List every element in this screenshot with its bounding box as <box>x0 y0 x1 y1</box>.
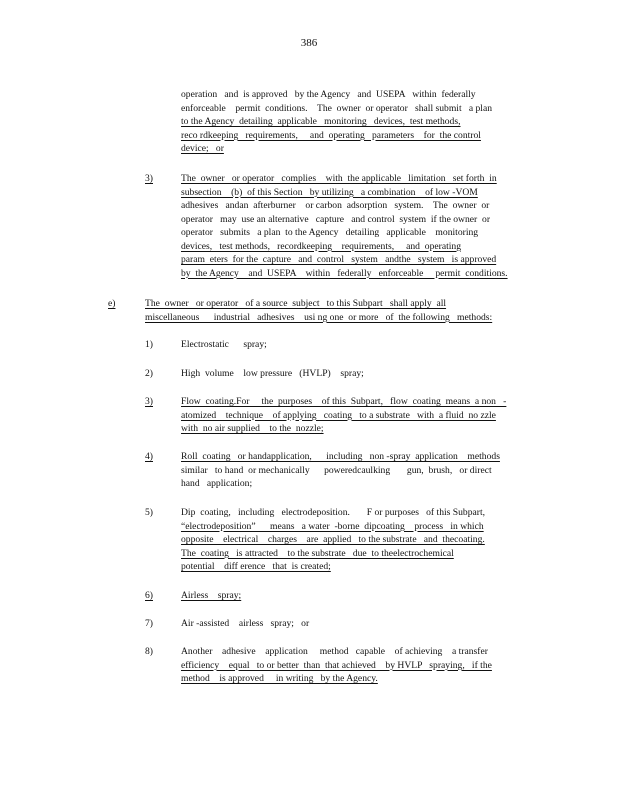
paragraph-line: The owner or operator complies with the applicable limitation set forth in <box>181 173 497 184</box>
item-label-5: 5) <box>145 507 153 518</box>
paragraph-line: High volume low pressure (HVLP) spray; <box>181 368 364 379</box>
paragraph-line: operator submits a plan to the Agency detailing applicable monitoring <box>181 227 479 238</box>
paragraph-line: atomized technique of applying coating to a substrate with a fluid no zzle <box>181 409 496 421</box>
paragraph-line: to the Agency detailing applicable monitoring devices, test methods, <box>181 116 461 127</box>
item-label-e: e) <box>108 298 116 309</box>
item-label-6: 6) <box>145 590 153 601</box>
paragraph-line: “electrodeposition” means a water -borne dipcoating process in which <box>181 520 484 532</box>
paragraph-line: device; or <box>181 143 224 154</box>
page-number: 386 <box>300 37 318 49</box>
paragraph-line: potential diff erence that is created; <box>181 561 331 572</box>
item-label-3-flow: 3) <box>145 396 153 407</box>
paragraph-line: Flow coating.For the purposes of this Subpart, flow coating means a non - <box>181 396 507 407</box>
paragraph-line: param eters for the capture and control system andthe system is approved <box>181 254 497 265</box>
paragraph-line: devices, test methods, recordkeeping requirements, and operating <box>181 240 461 252</box>
paragraph-line: with no air supplied to the nozzle; <box>181 423 324 434</box>
paragraph-line: operator may use an alternative capture and control system if the owner or <box>181 213 491 225</box>
item-label-2: 2) <box>145 368 153 379</box>
paragraph-line: by the Agency and USEPA within federally enforceable permit conditions. <box>181 267 508 279</box>
paragraph-line: operation and is approved by the Agency and USEPA within federally <box>181 89 476 100</box>
paragraph-line: Electrostatic spray; <box>181 339 267 350</box>
paragraph-line: Airless spray; <box>181 590 242 601</box>
paragraph-line: The owner or operator of a source subject to this Subpart shall apply all <box>145 298 447 309</box>
paragraph-line: hand application; <box>181 478 253 489</box>
paragraph-line: The coating is attracted to the substrate due to theelectrochemical <box>181 547 454 559</box>
item-label-8: 8) <box>145 646 153 657</box>
paragraph-line: Dip coating, including electrodeposition. F or purposes of this Subpart, <box>181 507 486 518</box>
paragraph-line: Another adhesive application method capable of achieving a transfer <box>181 646 488 657</box>
paragraph-line: subsection (b) of this Section by utilizing a combination of low -VOM <box>181 186 478 198</box>
item-label-3: 3) <box>145 173 153 184</box>
item-label-4: 4) <box>145 451 153 462</box>
paragraph-line: efficiency equal to or better than that achieved by HVLP spraying, if the <box>181 659 492 671</box>
paragraph-line: Roll coating or handapplication, including non -spray application methods <box>181 451 500 462</box>
paragraph-line: Air -assisted airless spray; or <box>181 618 310 629</box>
paragraph-line: adhesives andan afterburner or carbon adsorption system. The owner or <box>181 200 490 211</box>
paragraph-line: reco rdkeeping requirements, and operating parameters for the control <box>181 129 481 141</box>
paragraph-line: similar to hand or mechanically poweredcaulking gun, brush, or direct <box>181 464 492 476</box>
item-label-1: 1) <box>145 339 153 350</box>
item-label-7: 7) <box>145 618 153 629</box>
paragraph-line: enforceable permit conditions. The owner or operator shall submit a plan <box>181 102 493 114</box>
paragraph-line: method is approved in writing by the Agency. <box>181 673 378 684</box>
paragraph-line: opposite electrical charges are applied to the substrate and thecoating. <box>181 534 485 545</box>
paragraph-line: miscellaneous industrial adhesives usi ng one or more of the following methods: <box>145 311 493 323</box>
